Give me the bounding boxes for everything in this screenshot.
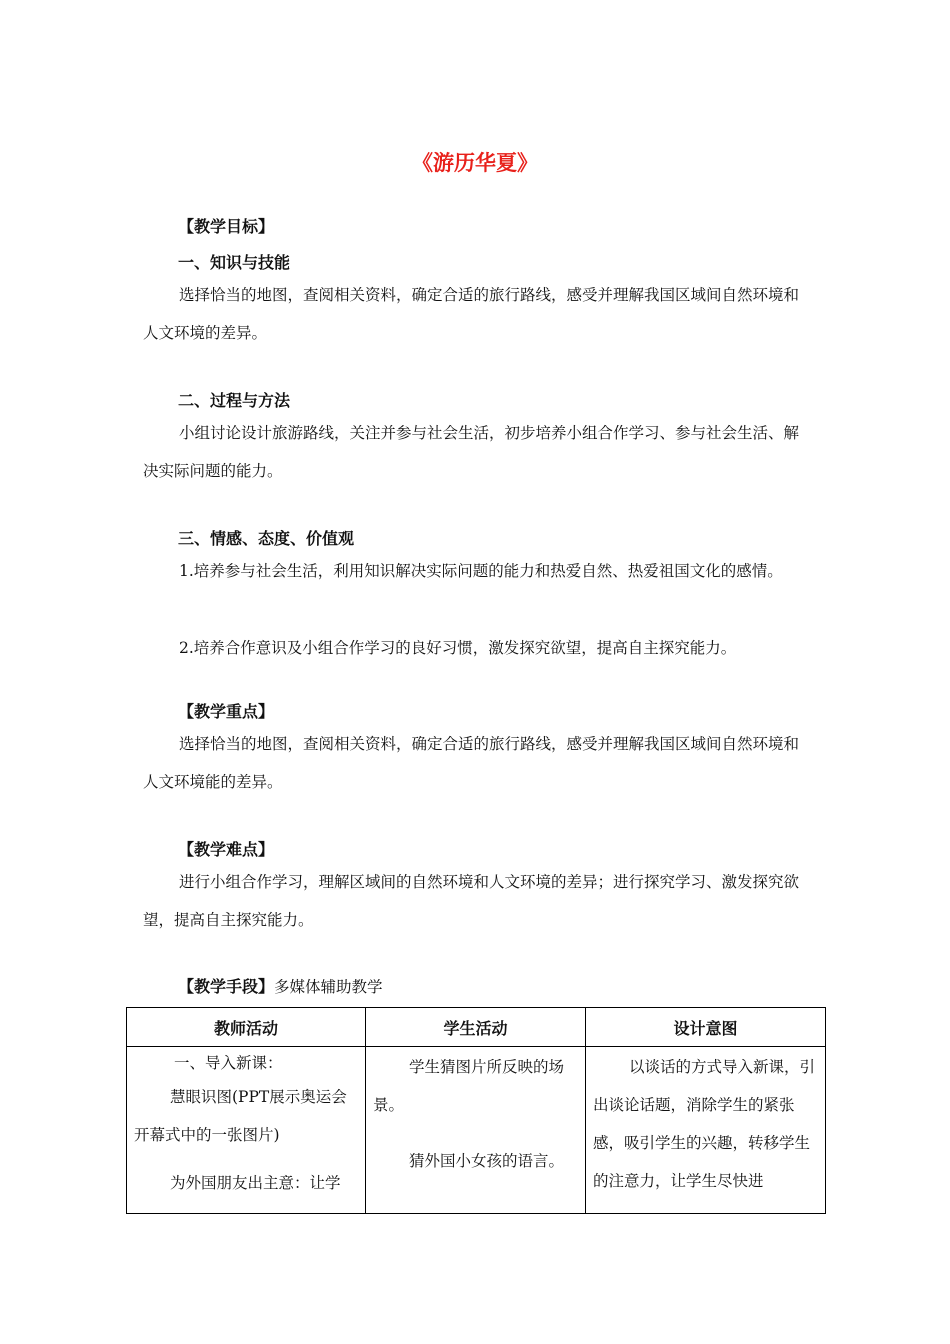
section-emotion-item-2: 2.培养合作意识及小组合作学习的良好习惯，激发探究欲望，提高自主探究能力。 [179, 639, 737, 657]
header-student: 学生活动 [366, 1008, 586, 1047]
design-intent [587, 1048, 824, 1200]
section-knowledge-heading: 一、知识与技能 [178, 253, 291, 272]
means-heading: 【教学手段】 [178, 977, 275, 996]
section-process-heading: 二、过程与方法 [178, 391, 291, 410]
key-points-text: 选择恰当的地图，查阅相关资料，确定合适的旅行路线，感受并理解我国区域间自然环境和人文环境能的差异。 [143, 735, 800, 791]
teacher-line-2: 慧眼识图(PPT展示奥运会开幕式中的一张图片) [134, 1088, 347, 1144]
section-emotion-item-1: 1.培养参与社会生活，利用知识解决实际问题的能力和热爱自然、热爱祖国文化的感情。 [179, 562, 783, 580]
section-process-text: 小组讨论设计旅游路线，关注并参与社会生活，初步培养小组合作学习、参与社会生活、解决实际问题的能力。 [143, 424, 800, 480]
teacher-activity [128, 1048, 364, 1202]
header-teacher: 教师活动 [127, 1008, 366, 1047]
student-activity [367, 1048, 584, 1180]
teacher-line-3: 为外国朋友出主意：让学 [170, 1174, 341, 1192]
document-title: 《游历华夏》 [412, 150, 538, 175]
difficulties-text: 进行小组合作学习，理解区域间的自然环境和人文环境的差异；进行探究学习、激发探究欲望，提高自主探究能力。 [143, 873, 800, 929]
header-design: 设计意图 [586, 1008, 826, 1047]
means-text: 多媒体辅助教学 [274, 978, 383, 996]
teacher-line-1: 一、导入新课： [174, 1054, 283, 1072]
section-emotion-heading: 三、情感、态度、价值观 [178, 529, 355, 548]
student-line-2: 猜外国小女孩的语言。 [409, 1152, 565, 1170]
student-line-1: 学生猜图片所反映的场景。 [373, 1058, 565, 1114]
difficulties-heading: 【教学难点】 [178, 840, 275, 859]
design-text: 以谈话的方式导入新课，引出谈论话题，消除学生的紧张感，吸引学生的兴趣，转移学生的注意力，让学生尽快进 [593, 1058, 816, 1190]
teacher-cell [127, 1047, 366, 1214]
section-knowledge-text: 选择恰当的地图，查阅相关资料，确定合适的旅行路线，感受并理解我国区域间自然环境和人文环境的差异。 [143, 286, 800, 342]
activity-table [126, 1007, 826, 1214]
student-cell [366, 1047, 586, 1214]
design-cell [586, 1047, 826, 1214]
key-points-heading: 【教学重点】 [178, 702, 275, 721]
table-header-row [127, 1008, 826, 1047]
means-line [178, 974, 383, 997]
objectives-heading: 【教学目标】 [178, 217, 275, 236]
table-row [127, 1047, 826, 1214]
